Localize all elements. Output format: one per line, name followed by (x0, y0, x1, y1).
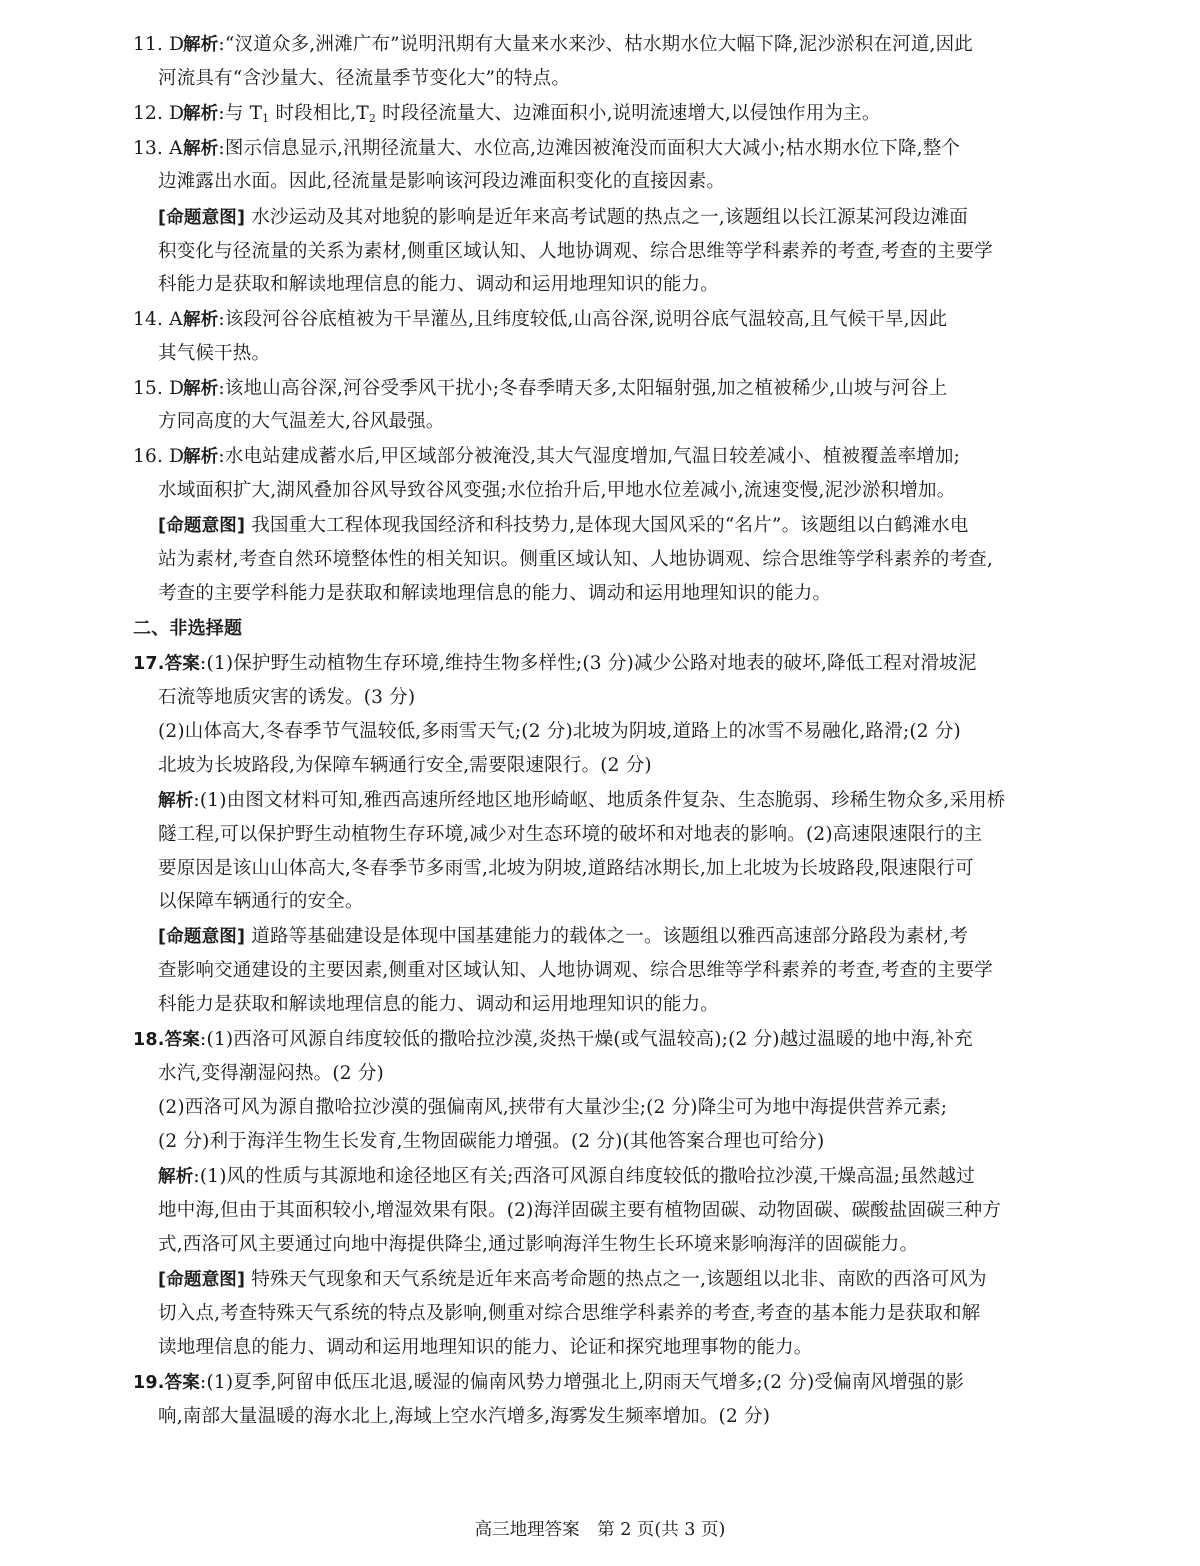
q12-analysis-label: 解析 (183, 104, 219, 124)
q17-answer-4: 北坡为长坡路段,为保障车辆通行安全,需要限速限行。(2 分) (158, 755, 652, 776)
q13-number: 13. A (133, 138, 183, 159)
q11-line-1: 11. D解析:“汊道众多,洲滩广布”说明汛期有大量来水来沙、枯水期水位大幅下降,泥沙淤积在河道,因此 (133, 34, 973, 55)
q19-answer-2: 响,南部大量温暖的海水北上,海域上空水汽增多,海雾发生频率增加。(2 分) (158, 1406, 771, 1427)
q13-intent-3: 科能力是获取和解读地理信息的能力、调动和运用地理知识的能力。 (158, 274, 720, 295)
q18-intent-2: 切入点,考查特殊天气系统的特点及影响,侧重对综合思维学科素养的考查,考查的基本能力是获取和解 (158, 1303, 981, 1324)
q16-intent-3: 考查的主要学科能力是获取和解读地理信息的能力、调动和运用地理知识的能力。 (158, 583, 832, 604)
q11-line-2: 河流具有“含沙量大、径流量季节变化大”的特点。 (158, 68, 571, 89)
q12-line-1: 12. D解析:与 $T_1$ 时段相比$,T_2$ 时段径流量大、边滩面积小,说明流速增大,以侵蚀作用为主。 (133, 103, 881, 125)
q12-number: 12. D (133, 103, 185, 124)
q17-analysis-3: 要原因是该山山体高大,冬春季节多雨雪,北坡为阴坡,道路结冰期长,加上北坡为长坡路段,限速限行可 (158, 858, 974, 879)
q17-intent-3: 科能力是获取和解读地理信息的能力、调动和运用地理知识的能力。 (158, 994, 720, 1015)
q17-intent-tag: [命题意图] (158, 927, 246, 947)
q14-number: 14. A (133, 309, 183, 330)
q16-number: 16. D (133, 446, 185, 467)
q17-answer-3: (2)山体高大,冬春季节气温较低,多雨雪天气;(2 分)北坡为阴坡,道路上的冰雪不易融化,路滑;(2 分) (158, 721, 961, 742)
q19-line-1: 19.答案:(1)夏季,阿留申低压北退,暖湿的偏南风势力增强北上,阴雨天气增多;(2 分)受偏南风增强的影 (133, 1372, 965, 1393)
q17-number: 17. (133, 654, 165, 674)
q17-analysis-2: 隧工程,可以保护野生动植物生存环境,减少对生态环境的破坏和对地表的影响。(2)高速限速限行的主 (158, 824, 983, 845)
q13-line-2: 边滩露出水面。因此,径流量是影响该河段边滩面积变化的直接因素。 (158, 171, 726, 192)
q18-intent-3: 读地理信息的能力、调动和运用地理知识的能力、论证和探究地理事物的能力。 (158, 1337, 813, 1358)
q13-intent-1: [命题意图] 水沙运动及其对地貌的影响是近年来高考试题的热点之一,该题组以长江源某河段边滩面 (158, 207, 968, 228)
q15-line-2: 方同高度的大气温差大,谷风最强。 (158, 411, 445, 432)
q11-number: 11. D (133, 34, 185, 55)
q18-analysis-2: 地中海,但由于其面积较小,增湿效果有限。(2)海洋固碳主要有植物固碳、动物固碳、碳酸盐固碳三种方 (158, 1200, 1002, 1221)
q16-analysis-label: 解析 (183, 447, 219, 467)
q17-answer-label: 答案 (164, 654, 201, 674)
q14-analysis-label: 解析 (183, 310, 219, 330)
q13-intent-2: 积变化与径流量的关系为素材,侧重区域认知、人地协调观、综合思维等学科素养的考查,考查的主要学 (158, 241, 993, 262)
q17-intent-1: [命题意图] 道路等基础建设是体现中国基建能力的载体之一。该题组以雅西高速部分路段为素材,考 (158, 926, 968, 947)
page-footer: 高三地理答案 第 2 页(共 3 页) (474, 1520, 726, 1540)
q19-answer-label: 答案 (164, 1373, 201, 1393)
q13-intent-tag: [命题意图] (158, 208, 246, 228)
q18-answer-2: 水汽,变得潮湿闷热。(2 分) (158, 1063, 384, 1084)
q16-line-2: 水域面积扩大,湖风叠加谷风导致谷风变强;水位抬升后,甲地水位差减小,流速变慢,泥沙淤积增加。 (158, 480, 956, 501)
q18-analysis-1: 解析:(1)风的性质与其源地和途径地区有关;西洛可风源自纬度较低的撒哈拉沙漠,干燥高温;虽然越过 (158, 1166, 975, 1187)
q17-analysis-1: 解析:(1)由图文材料可知,雅西高速所经地区地形崎岖、地质条件复杂、生态脆弱、珍稀生物众多,采用桥 (158, 790, 1006, 811)
q18-line-1: 18.答案:(1)西洛可风源自纬度较低的撒哈拉沙漠,炎热干燥(或气温较高);(2 分)越过温暖的地中海,补充 (133, 1029, 973, 1050)
q14-line-1: 14. A解析:该段河谷谷底植被为干旱灌丛,且纬度较低,山高谷深,说明谷底气温较高,且气候干旱,因此 (133, 309, 948, 330)
q15-number: 15. D (133, 378, 185, 399)
q16-line-1: 16. D解析:水电站建成蓄水后,甲区域部分被淹没,其大气湿度增加,气温日较差减小、植被覆盖率增加; (133, 446, 961, 467)
q18-answer-label: 答案 (164, 1030, 201, 1050)
q16-intent-tag: [命题意图] (158, 516, 246, 536)
q14-line-2: 其气候干热。 (158, 343, 271, 364)
q18-answer-4: (2 分)利于海洋生物生长发育,生物固碳能力增强。(2 分)(其他答案合理也可给分) (158, 1131, 825, 1152)
q11-analysis-label: 解析 (183, 35, 219, 55)
section-heading: 二、非选择题 (133, 618, 243, 639)
q15-line-1: 15. D解析:该地山高谷深,河谷受季风干扰小;冬春季晴天多,太阳辐射强,加之植被稀少,山坡与河谷上 (133, 378, 948, 399)
q18-analysis-label: 解析 (158, 1167, 194, 1187)
q18-analysis-3: 式,西洛可风主要通过向地中海提供降尘,通过影响海洋生物生长环境来影响海洋的固碳能力。 (158, 1234, 919, 1255)
q17-analysis-label: 解析 (158, 791, 194, 811)
q17-answer-2: 石流等地质灾害的诱发。(3 分) (158, 687, 416, 708)
q18-intent-tag: [命题意图] (158, 1270, 246, 1290)
q18-number: 18. (133, 1030, 165, 1050)
q18-answer-3: (2)西洛可风为源自撒哈拉沙漠的强偏南风,挟带有大量沙尘;(2 分)降尘可为地中海提供营养元素; (158, 1097, 948, 1118)
q16-intent-1: [命题意图] 我国重大工程体现我国经济和科技势力,是体现大国风采的“名片”。该题组以白鹤滩水电 (158, 515, 969, 536)
q13-line-1: 13. A解析:图示信息显示,汛期径流量大、水位高,边滩因被淹没而面积大大减小;枯水期水位下降,整个 (133, 138, 961, 159)
q17-line-1: 17.答案:(1)保护野生动植物生存环境,维持生物多样性;(3 分)减少公路对地表的破坏,降低工程对滑坡泥 (133, 653, 977, 674)
q19-number: 19. (133, 1373, 165, 1393)
q17-intent-2: 查影响交通建设的主要因素,侧重对区域认知、人地协调观、综合思维等学科素养的考查,考查的主要学 (158, 960, 993, 981)
q17-analysis-4: 以保障车辆通行的安全。 (158, 891, 364, 912)
q13-analysis-label: 解析 (183, 139, 219, 159)
q15-analysis-label: 解析 (183, 379, 219, 399)
q16-intent-2: 站为素材,考查自然环境整体性的相关知识。侧重区域认知、人地协调观、综合思维等学科素养的考查, (158, 549, 993, 570)
q18-intent-1: [命题意图] 特殊天气现象和天气系统是近年来高考命题的热点之一,该题组以北非、南欧的西洛可风为 (158, 1269, 987, 1290)
